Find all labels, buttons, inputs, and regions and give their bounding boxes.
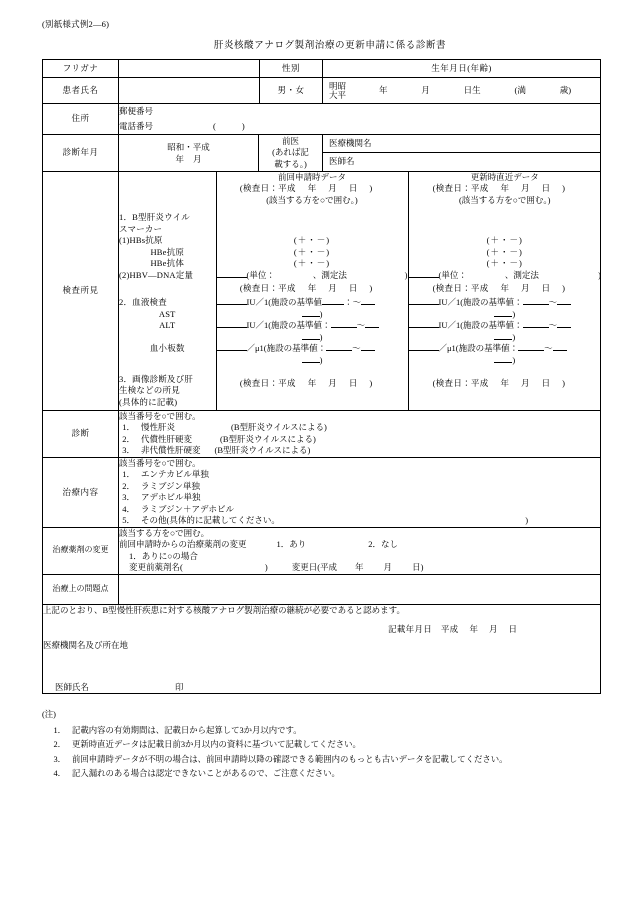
prev-dna-unit-open: (単位： xyxy=(246,269,275,280)
recent-hbs-value[interactable] xyxy=(408,206,601,246)
diagnosis-item-number: 3． xyxy=(122,445,135,456)
prev-plt-blank[interactable] xyxy=(217,350,247,351)
certification-doctor-row[interactable] xyxy=(43,682,600,693)
section3-line-1: 3．画像診断及び肝 xyxy=(119,373,194,384)
diagnosis-month-label: 月 xyxy=(193,153,211,164)
findings-hbv-dna-row xyxy=(119,270,601,281)
dob-age-open: (満 xyxy=(514,84,526,95)
recent-alt-ref-blank2[interactable] xyxy=(557,327,571,328)
note-item-text: 更新時直近データは記載日前3か月以内の資料に基づいて記載してください。 xyxy=(72,740,361,750)
recent-blood-date-month: 月 xyxy=(521,283,542,294)
prev-hbv-dna-value[interactable] xyxy=(216,270,408,281)
recent-hbe-ab-pm[interactable]: (＋・－) xyxy=(486,258,523,269)
patient-name-value[interactable] xyxy=(119,78,260,104)
treatment-item-number: 1． xyxy=(122,469,135,480)
recent-plt-ref-blank3[interactable] xyxy=(494,362,512,363)
prev-plt-ref-blank[interactable] xyxy=(326,350,352,351)
prev-alt-unit: IU／1(施設の基準値： xyxy=(246,320,331,331)
treatment-item-number: 2． xyxy=(122,480,135,491)
prev-ast-ref-blank2[interactable] xyxy=(361,304,375,305)
findings-marker-hbs-row xyxy=(119,206,601,246)
findings-inner-table xyxy=(119,172,601,410)
prev-platelet-value[interactable] xyxy=(216,343,408,366)
diagnosis-year-label: 年 xyxy=(175,153,193,164)
ast-label: AST xyxy=(158,308,176,319)
gender-options[interactable]: 男・女 xyxy=(260,78,323,104)
recent-exam-date-prefix: (検査日：平成 xyxy=(432,183,489,194)
prev-img-date-year: 年 xyxy=(307,377,329,388)
previous-institution-field[interactable] xyxy=(323,135,601,172)
drug-change-content xyxy=(119,527,601,574)
certification-statement: 上記のとおり、B型慢性肝疾患に対する核酸アナログ製剤治療の継続が必要であると認めます。 xyxy=(43,604,405,615)
treatment-item-name: その他(具体的に記載してください。 xyxy=(141,515,280,526)
diagnosis-item-note: (B型肝炎ウイルスによる) xyxy=(231,422,327,433)
prev-hbe-ab-pm[interactable]: (＋・－) xyxy=(216,258,408,269)
prev-plt-unit: ／μ1(施設の基準値： xyxy=(246,343,327,354)
treatment-item-name: ラミブジン単独 xyxy=(141,480,200,491)
treatment-instruction: 該当番号を○で囲む。 xyxy=(119,457,201,468)
treatment-item[interactable] xyxy=(119,492,600,503)
section3-line-2: 生検などの所見 xyxy=(119,385,180,396)
treatment-other-close: ) xyxy=(525,515,529,526)
patient-name-label: 患者氏名 xyxy=(43,78,119,104)
prev-exam-date-year: 年 xyxy=(307,183,329,194)
prev-alt-range: ～ xyxy=(356,320,366,331)
prev-ast-ref-blank3[interactable] xyxy=(302,316,320,317)
dob-year-label: 年 xyxy=(378,84,388,95)
address-field[interactable] xyxy=(119,104,601,135)
diagnosis-item-name: 非代償性肝硬変 xyxy=(141,445,201,456)
certification-date-year: 年 xyxy=(469,624,489,634)
note-item xyxy=(42,724,600,738)
certification-date-day: 日 xyxy=(508,624,529,634)
recent-dna-close: ) xyxy=(598,269,601,280)
section3-label xyxy=(119,366,216,410)
certification-date-row[interactable] xyxy=(43,624,600,635)
phone-label: 電話番号 xyxy=(119,120,154,131)
furigana-label: フリガナ xyxy=(43,60,119,78)
change-date-month: 月 xyxy=(383,562,393,573)
recent-ast-ref-blank3[interactable] xyxy=(494,316,512,317)
prev-hbe-ag-pm[interactable]: (＋・－) xyxy=(216,247,408,258)
drug-change-detail-row[interactable] xyxy=(119,562,600,573)
table-row-certification xyxy=(43,604,601,694)
prev-ast-range: ～ xyxy=(352,297,362,308)
section1-label xyxy=(119,206,216,246)
recent-hbv-dna-value[interactable] xyxy=(408,270,601,281)
recent-ast-value[interactable] xyxy=(408,297,601,320)
treatment-item-number: 5． xyxy=(122,515,135,526)
recent-ast-close: ) xyxy=(512,308,516,319)
prev-dna-close: ) xyxy=(404,269,408,280)
note-item-text: 記入漏れのある場合は認定できないことがあるので、ご注意ください。 xyxy=(72,769,340,779)
findings-marker-hbe-ag-row xyxy=(119,247,601,258)
prev-plt-ref-blank2[interactable] xyxy=(361,350,375,351)
recent-plt-blank[interactable] xyxy=(409,350,439,351)
marker-hbs-antigen-label: (1)HBs抗原 xyxy=(119,235,163,246)
recent-alt-close: ) xyxy=(512,331,516,342)
diagnosis-item-name: 慢性肝炎 xyxy=(141,422,176,433)
certification-doctor-label: 医師氏名 xyxy=(55,681,90,692)
prev-hbs-pm[interactable]: (＋・－) xyxy=(293,235,331,246)
dob-age-close: 歳) xyxy=(559,84,572,95)
table-row-furigana xyxy=(43,60,601,78)
recent-alt-ref-blank[interactable] xyxy=(523,327,549,328)
recent-hbe-ag-pm[interactable]: (＋・－) xyxy=(486,246,523,257)
section1-line-1: 1．B型肝炎ウイル xyxy=(119,212,190,223)
diagnosis-item-number: 1． xyxy=(122,422,135,433)
previous-doctor-line-2: (あれば記 xyxy=(272,147,309,158)
era-line-2: 大平 xyxy=(329,89,347,100)
prev-ast-unit: IU／1(施設の基準値 xyxy=(246,297,323,308)
certification-date-month: 月 xyxy=(489,624,509,634)
recent-blood-date-year: 年 xyxy=(500,283,522,294)
drug-change-option-yes[interactable]: 1．あり xyxy=(276,539,307,550)
column-header-recent: 更新時直近データ xyxy=(470,171,539,182)
dob-day-label: 日生 xyxy=(463,84,481,95)
institution-name-label: 医療機関名 xyxy=(323,135,600,153)
note-item xyxy=(42,753,600,767)
prev-img-date-month: 月 xyxy=(328,377,349,388)
prev-plt-range: ～ xyxy=(352,343,361,354)
previous-drug-close: ) xyxy=(264,562,268,573)
treatment-item[interactable] xyxy=(119,504,600,515)
note-item xyxy=(42,767,600,781)
treatment-item-name: アデホビル単独 xyxy=(141,492,201,503)
recent-dna-unit-open: (単位： xyxy=(438,269,467,280)
recent-alt-blank[interactable] xyxy=(409,327,439,328)
note-item-number: 1． xyxy=(53,725,66,735)
recent-exam-date-month: 月 xyxy=(521,183,542,194)
gender-label: 性別 xyxy=(260,60,323,78)
note-item-number: 2． xyxy=(53,740,66,750)
drug-change-label: 治療薬剤の変更 xyxy=(43,527,119,574)
table-row-diagnosis-date xyxy=(43,135,601,172)
prev-blood-date-prefix: (検査日：平成 xyxy=(239,283,296,294)
recent-plt-close: ) xyxy=(512,354,516,365)
treatment-content xyxy=(119,457,601,527)
recent-dna-blank[interactable] xyxy=(409,277,439,278)
change-date-year: 年 xyxy=(355,562,364,573)
era-line-1: 明昭 xyxy=(329,80,347,91)
diagnosis-item[interactable] xyxy=(119,434,600,445)
drug-change-question-row[interactable] xyxy=(119,539,600,550)
findings-ast-row xyxy=(119,297,601,320)
recent-exam-date-day: 日) xyxy=(541,183,577,194)
prev-blood-date-month: 月 xyxy=(328,283,349,294)
prev-img-date-prefix: (検査日：平成 xyxy=(239,377,296,388)
diagnosis-date-label: 診断年月 xyxy=(43,135,119,172)
recent-img-date-prefix: (検査日：平成 xyxy=(432,377,489,388)
prev-ast-ref-blank[interactable] xyxy=(322,304,344,305)
dob-month-label: 月 xyxy=(421,84,430,95)
marker-hbe-antigen-label: HBe抗原 xyxy=(119,247,216,258)
drug-change-if-yes: 1．ありに○の場合 xyxy=(129,550,198,561)
recent-ast-range: ～ xyxy=(548,297,558,308)
findings-platelet-row xyxy=(119,343,601,366)
recent-img-date-month: 月 xyxy=(521,377,542,388)
notes-header: (注) xyxy=(42,710,56,720)
diagnosis-item[interactable] xyxy=(119,445,600,456)
page-title: 肝炎核酸アナログ製剤治療の更新申請に係る診断書 xyxy=(213,41,447,51)
findings-marker-hbe-ab-row xyxy=(119,258,601,269)
table-row-treatment xyxy=(43,457,601,527)
section2-label xyxy=(119,297,216,320)
previous-doctor-line-1: 前医 xyxy=(282,135,300,146)
platelet-label: 血小板数 xyxy=(119,343,216,366)
recent-alt-range: ～ xyxy=(548,320,558,331)
prev-alt-close: ) xyxy=(319,331,323,342)
marker-hbv-dna-label: (2)HBV—DNA定量 xyxy=(119,270,216,281)
findings-blood-date-row xyxy=(119,281,601,297)
column-header-previous: 前回申請時データ xyxy=(216,172,408,183)
prev-ast-close: ) xyxy=(319,308,323,319)
phone-row[interactable] xyxy=(119,119,600,134)
prev-alt-ref-blank3[interactable] xyxy=(302,339,320,340)
recent-ast-blank[interactable] xyxy=(409,304,439,305)
certificate-table xyxy=(42,59,601,694)
recent-alt-value[interactable] xyxy=(408,320,601,343)
prev-circle-note: (該当する方を○で囲む。) xyxy=(266,194,358,205)
recent-platelet-value[interactable] xyxy=(408,343,601,366)
recent-img-date-day: 日) xyxy=(541,377,577,388)
prev-blood-date-year: 年 xyxy=(307,283,329,294)
drug-change-option-no[interactable]: 2．なし xyxy=(368,539,399,550)
prev-plt-ref-blank3[interactable] xyxy=(302,362,320,363)
furigana-value[interactable] xyxy=(119,60,260,78)
recent-plt-ref-blank[interactable] xyxy=(518,350,544,351)
prev-alt-value[interactable] xyxy=(216,320,408,343)
recent-blood-exam-date[interactable] xyxy=(408,281,601,297)
findings-alt-row xyxy=(119,320,601,343)
change-date-label: 変更日(平成 xyxy=(291,562,338,573)
diagnosis-item-note: (B型肝炎ウイルスによる) xyxy=(214,445,311,456)
prev-exam-date-prefix: (検査日：平成 xyxy=(239,183,296,194)
recent-blood-date-day: 日) xyxy=(541,283,577,294)
findings-imaging-row xyxy=(119,366,601,410)
diagnosis-date-field[interactable] xyxy=(119,135,259,172)
note-item-number: 3． xyxy=(53,754,66,764)
prev-ast-value[interactable] xyxy=(216,297,408,320)
phone-paren-close: ) xyxy=(241,120,245,131)
recent-exam-date[interactable] xyxy=(408,183,601,206)
prev-hbs-value[interactable] xyxy=(216,206,408,246)
section3-line-3: (具体的に記載) xyxy=(119,396,178,407)
form-number: (別紙様式例2—6) xyxy=(42,19,110,29)
recent-dna-method: 、測定法 xyxy=(504,269,539,280)
dob-label: 生年月日(年齢) xyxy=(323,60,601,78)
recent-circle-note: (該当する方を○で囲む。) xyxy=(458,194,551,205)
diagnosis-instruction: 該当番号を○で囲む。 xyxy=(119,410,201,421)
table-row-address xyxy=(43,104,601,135)
prev-alt-ref-blank2[interactable] xyxy=(365,327,379,328)
previous-doctor-line-3: 載する。) xyxy=(274,158,307,169)
note-item xyxy=(42,738,600,752)
doctor-name-label: 医師名 xyxy=(329,156,355,167)
recent-alt-ref-blank3[interactable] xyxy=(494,339,512,340)
recent-imaging-value[interactable] xyxy=(408,366,601,410)
prev-alt-ref-blank[interactable] xyxy=(331,327,357,328)
prev-blood-date-day: 日) xyxy=(348,283,385,294)
treatment-item-name: ラミブジン＋アデホビル xyxy=(141,503,234,514)
phone-paren-open: ( xyxy=(213,120,242,131)
certification-block xyxy=(43,604,601,694)
diagnosis-item-name: 代償性肝硬変 xyxy=(141,433,193,444)
treatment-item-number: 4． xyxy=(122,503,135,514)
treatment-item[interactable] xyxy=(119,481,600,492)
prev-imaging-value[interactable] xyxy=(216,366,408,410)
dob-field[interactable] xyxy=(323,78,601,104)
diagnosis-era: 昭和・平成 xyxy=(167,141,210,152)
recent-exam-date-year: 年 xyxy=(500,183,522,194)
findings-content xyxy=(119,171,601,410)
alt-label: ALT xyxy=(119,320,216,343)
prev-plt-close: ) xyxy=(319,354,323,365)
treatment-label: 治療内容 xyxy=(43,457,119,527)
previous-doctor-label xyxy=(259,135,323,172)
prev-exam-date-day: 日) xyxy=(348,183,385,194)
postal-code-row[interactable] xyxy=(119,104,600,119)
treatment-item-name: エンテカビル単独 xyxy=(141,469,209,480)
recent-hbs-pm[interactable]: (＋・－) xyxy=(486,235,523,246)
recent-img-date-year: 年 xyxy=(500,377,522,388)
diagnosis-item-note: (B型肝炎ウイルスによる) xyxy=(220,433,316,444)
diagnosis-content xyxy=(119,410,601,457)
recent-ast-ref-blank2[interactable] xyxy=(557,304,571,305)
recent-ast-unit: IU／1(施設の基準値： xyxy=(438,297,523,308)
prev-blood-exam-date[interactable] xyxy=(216,281,408,297)
certification-institution-label: 医療機関名及び所在地 xyxy=(43,640,129,651)
prev-ast-blank[interactable] xyxy=(217,304,247,305)
treatment-item-number: 3． xyxy=(122,492,135,503)
seal-mark: 印 xyxy=(175,681,184,692)
recent-alt-unit: IU／1(施設の基準値： xyxy=(438,320,523,331)
treatment-item[interactable] xyxy=(119,515,600,526)
drug-change-question: 前回申請時からの治療薬剤の変更 xyxy=(119,539,247,550)
problems-value[interactable] xyxy=(119,574,601,604)
note-item-number: 4． xyxy=(53,769,66,779)
recent-plt-ref-blank2[interactable] xyxy=(553,350,567,351)
table-row-findings xyxy=(43,171,601,410)
prev-exam-date-month: 月 xyxy=(328,183,349,194)
problems-label: 治療上の問題点 xyxy=(43,574,119,604)
postal-code-label: 郵便番号 xyxy=(119,105,154,116)
marker-hbe-antibody-label: HBe抗体 xyxy=(119,258,216,269)
diagnosis-item-number: 2． xyxy=(122,433,135,444)
note-item-text: 記載内容の有効期間は、記載日から起算して3か月以内です。 xyxy=(72,725,302,735)
address-label: 住所 xyxy=(43,104,119,135)
table-row-drug-change xyxy=(43,527,601,574)
prev-exam-date[interactable] xyxy=(216,183,408,206)
section2-heading: 2．血液検査 xyxy=(119,297,167,308)
certification-date-label: 記載年月日 平成 xyxy=(388,624,459,634)
recent-plt-range: ～ xyxy=(544,343,553,354)
findings-header-row xyxy=(119,172,601,183)
prev-alt-blank[interactable] xyxy=(217,327,247,328)
prev-dna-method: 、測定法 xyxy=(312,269,347,280)
recent-plt-unit: ／μ1(施設の基準値： xyxy=(438,343,519,354)
change-date-day: 日) xyxy=(412,562,424,573)
findings-label: 検査所見 xyxy=(43,171,119,410)
diagnosis-label: 診断 xyxy=(43,410,119,457)
previous-drug-label: 変更前薬剤名( xyxy=(129,562,183,573)
note-item-text: 前回申請時データが不明の場合は、前回申請時以降の確認できる範囲内のもっとも古いデータを記載してください。 xyxy=(72,754,508,764)
recent-blood-date-prefix: (検査日：平成 xyxy=(432,283,489,294)
prev-dna-blank[interactable] xyxy=(217,277,247,278)
drug-change-instruction: 該当する方を○で囲む。 xyxy=(119,527,210,538)
prev-img-date-day: 日) xyxy=(348,377,385,388)
recent-ast-ref-blank[interactable] xyxy=(523,304,549,305)
table-row-patient-name xyxy=(43,78,601,104)
findings-date-row xyxy=(119,183,601,206)
era-selector[interactable] xyxy=(329,82,346,100)
treatment-item[interactable] xyxy=(119,469,600,480)
table-row-diagnosis xyxy=(43,410,601,457)
diagnosis-item[interactable] xyxy=(119,422,600,433)
table-row-problems xyxy=(43,574,601,604)
prev-ast-colon: ： xyxy=(344,297,353,308)
section1-line-2: スマーカー xyxy=(119,223,163,234)
notes-section xyxy=(42,708,600,781)
